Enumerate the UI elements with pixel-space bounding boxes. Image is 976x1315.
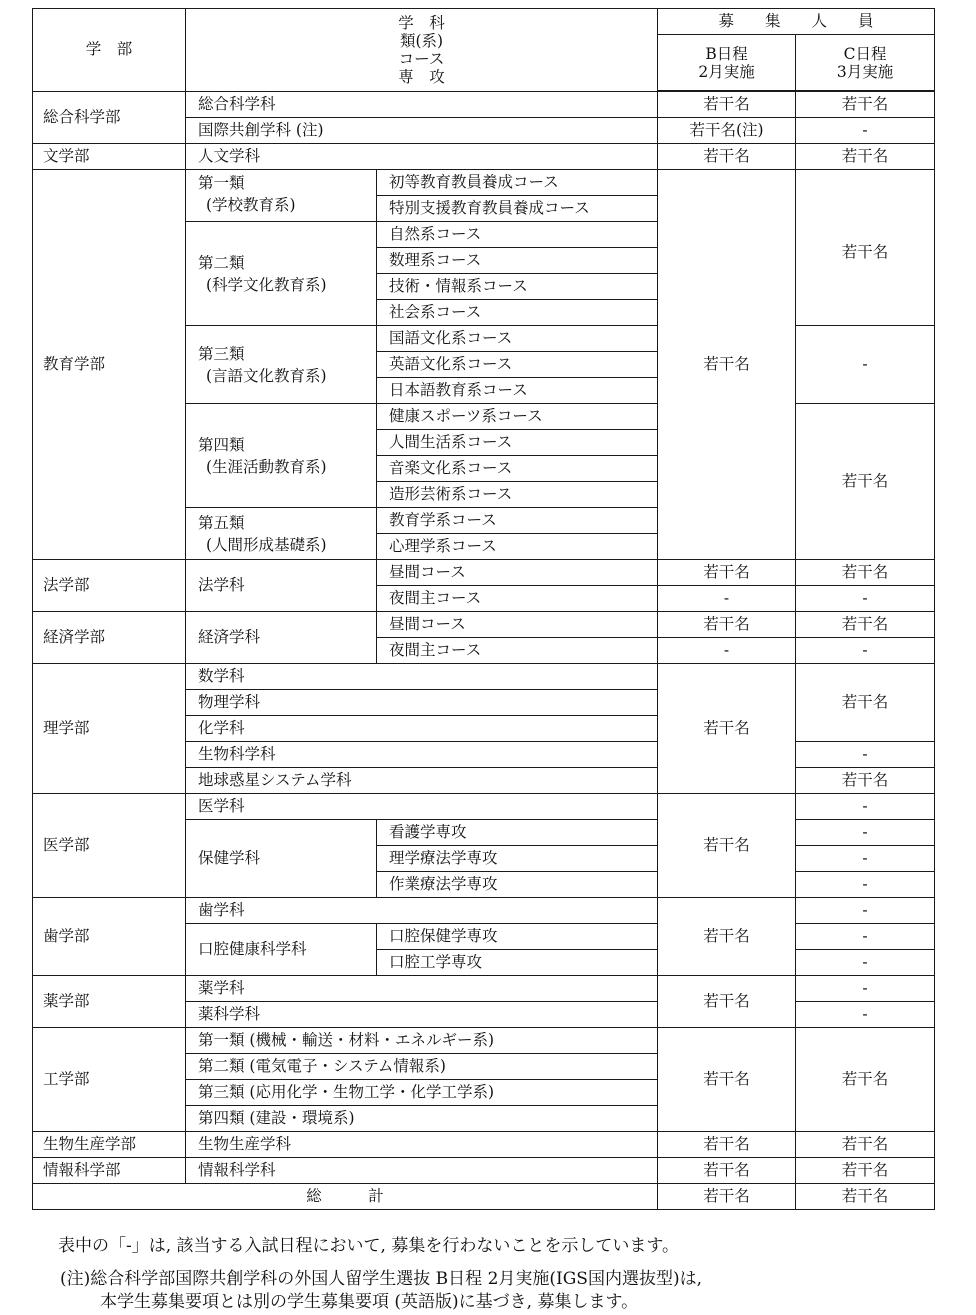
faculty-cell: 経済学部 — [33, 612, 186, 664]
total-label: 総 計 — [33, 1184, 658, 1210]
b-value: 若干名 — [658, 1028, 796, 1132]
major-cell: 口腔工学専攻 — [377, 950, 658, 976]
b-value: 若干名 — [658, 144, 796, 170]
course-cell: 音楽文化系コース — [377, 456, 658, 482]
header-department: 学 科 類(系) コース 専 攻 — [186, 9, 658, 92]
department-cell: 情報科学科 — [186, 1158, 658, 1184]
group-cell: 第三類 (言語文化教育系) — [186, 326, 377, 404]
department-cell: 薬学科 — [186, 976, 658, 1002]
c-value: 若干名 — [796, 768, 935, 794]
department-cell: 生物科学科 — [186, 742, 658, 768]
table-row — [33, 91, 935, 118]
faculty-cell: 工学部 — [33, 1028, 186, 1132]
major-cell: 口腔保健学専攻 — [377, 924, 658, 950]
header-b-schedule: B日程 2月実施 — [658, 35, 796, 92]
department-cell: 国際共創学科 (注) — [186, 118, 658, 144]
b-value: 若干名 — [658, 560, 796, 586]
c-value: 若干名 — [796, 1028, 935, 1132]
c-value: 若干名 — [796, 91, 935, 118]
c-value: - — [796, 846, 935, 872]
header-faculty: 学 部 — [33, 9, 186, 92]
table-row — [33, 794, 935, 820]
group-cell: 第四類 (生涯活動教育系) — [186, 404, 377, 508]
b-value: 若干名(注) — [658, 118, 796, 144]
table-row — [33, 976, 935, 1002]
department-cell: 保健学科 — [186, 820, 377, 898]
table-row — [33, 664, 935, 690]
c-value: - — [796, 898, 935, 924]
group-cell: 第二類 (科学文化教育系) — [186, 222, 377, 326]
table-row — [33, 560, 935, 586]
course-cell: 自然系コース — [377, 222, 658, 248]
b-value: 若干名 — [658, 91, 796, 118]
table-row — [33, 1132, 935, 1158]
department-cell: 歯学科 — [186, 898, 658, 924]
department-cell: 口腔健康科学科 — [186, 924, 377, 976]
c-value: - — [796, 118, 935, 144]
note-footnote-1: (注)総合科学部国際共創学科の外国人留学生選抜 B日程 2月実施(IGS国内選抜型)は, — [60, 1269, 702, 1289]
department-cell: 数学科 — [186, 664, 658, 690]
course-cell: 昼間コース — [377, 612, 658, 638]
table-row — [33, 170, 935, 196]
c-value: - — [796, 586, 935, 612]
faculty-cell: 法学部 — [33, 560, 186, 612]
c-value: - — [796, 976, 935, 1002]
faculty-cell: 理学部 — [33, 664, 186, 794]
department-cell: 法学科 — [186, 560, 377, 612]
b-value: 若干名 — [658, 1132, 796, 1158]
course-cell: 英語文化系コース — [377, 352, 658, 378]
c-value: 若干名 — [796, 664, 935, 742]
department-cell: 化学科 — [186, 716, 658, 742]
department-cell: 物理学科 — [186, 690, 658, 716]
department-cell: 第一類 (機械・輸送・材料・エネルギー系) — [186, 1028, 658, 1054]
course-cell: 教育学系コース — [377, 508, 658, 534]
recruitment-document — [32, 8, 934, 1210]
b-value: 若干名 — [658, 170, 796, 560]
header-row — [33, 9, 935, 35]
course-cell: 技術・情報系コース — [377, 274, 658, 300]
c-value: - — [796, 326, 935, 404]
note-dash: 表中の「-」は, 該当する入試日程において, 募集を行わないことを示しています。 — [58, 1236, 679, 1256]
c-value: - — [796, 638, 935, 664]
b-value: 若干名 — [658, 794, 796, 898]
c-value: - — [796, 742, 935, 768]
c-value: 若干名 — [796, 560, 935, 586]
c-value: 若干名 — [796, 404, 935, 560]
course-cell: 夜間主コース — [377, 586, 658, 612]
department-cell: 地球惑星システム学科 — [186, 768, 658, 794]
department-cell: 生物生産学科 — [186, 1132, 658, 1158]
c-value: - — [796, 820, 935, 846]
department-cell: 薬科学科 — [186, 1002, 658, 1028]
b-value: 若干名 — [658, 1184, 796, 1210]
note-footnote-2: 本学生募集要項とは別の学生募集要項 (英語版)に基づき, 募集します。 — [100, 1292, 639, 1312]
major-cell: 看護学専攻 — [377, 820, 658, 846]
b-value: - — [658, 638, 796, 664]
faculty-cell: 生物生産学部 — [33, 1132, 186, 1158]
major-cell: 理学療法学専攻 — [377, 846, 658, 872]
c-value: 若干名 — [796, 1132, 935, 1158]
b-value: 若干名 — [658, 1158, 796, 1184]
department-cell: 総合科学科 — [186, 91, 658, 118]
b-value: 若干名 — [658, 612, 796, 638]
course-cell: 国語文化系コース — [377, 326, 658, 352]
course-cell: 数理系コース — [377, 248, 658, 274]
group-cell: 第一類 (学校教育系) — [186, 170, 377, 222]
c-value: 若干名 — [796, 612, 935, 638]
course-cell: 健康スポーツ系コース — [377, 404, 658, 430]
total-row — [33, 1184, 935, 1210]
course-cell: 人間生活系コース — [377, 430, 658, 456]
b-value: 若干名 — [658, 976, 796, 1028]
course-cell: 造形芸術系コース — [377, 482, 658, 508]
department-cell: 経済学科 — [186, 612, 377, 664]
c-value: - — [796, 950, 935, 976]
course-cell: 社会系コース — [377, 300, 658, 326]
table-row — [33, 898, 935, 924]
c-value: - — [796, 1002, 935, 1028]
faculty-cell: 薬学部 — [33, 976, 186, 1028]
recruitment-table — [32, 8, 935, 1210]
c-value: 若干名 — [796, 144, 935, 170]
course-cell: 日本語教育系コース — [377, 378, 658, 404]
faculty-cell: 情報科学部 — [33, 1158, 186, 1184]
department-cell: 人文学科 — [186, 144, 658, 170]
department-cell: 第二類 (電気電子・システム情報系) — [186, 1054, 658, 1080]
c-value: 若干名 — [796, 1184, 935, 1210]
c-value: 若干名 — [796, 1158, 935, 1184]
department-cell: 第四類 (建設・環境系) — [186, 1106, 658, 1132]
c-value: - — [796, 794, 935, 820]
header-c-schedule: C日程 3月実施 — [796, 35, 935, 92]
department-cell: 第三類 (応用化学・生物工学・化学工学系) — [186, 1080, 658, 1106]
b-value: 若干名 — [658, 898, 796, 976]
faculty-cell: 文学部 — [33, 144, 186, 170]
faculty-cell: 教育学部 — [33, 170, 186, 560]
course-cell: 夜間主コース — [377, 638, 658, 664]
b-value: 若干名 — [658, 664, 796, 794]
faculty-cell: 歯学部 — [33, 898, 186, 976]
table-row — [33, 1028, 935, 1054]
major-cell: 作業療法学専攻 — [377, 872, 658, 898]
department-cell: 医学科 — [186, 794, 658, 820]
table-row — [33, 612, 935, 638]
c-value: - — [796, 872, 935, 898]
c-value: - — [796, 924, 935, 950]
b-value: - — [658, 586, 796, 612]
faculty-cell: 医学部 — [33, 794, 186, 898]
faculty-cell: 総合科学部 — [33, 91, 186, 144]
table-row — [33, 1158, 935, 1184]
course-cell: 昼間コース — [377, 560, 658, 586]
group-cell: 第五類 (人間形成基礎系) — [186, 508, 377, 560]
course-cell: 初等教育教員養成コース — [377, 170, 658, 196]
header-recruitment: 募 集 人 員 — [658, 9, 935, 35]
course-cell: 特別支援教育教員養成コース — [377, 196, 658, 222]
table-row — [33, 144, 935, 170]
c-value: 若干名 — [796, 170, 935, 326]
course-cell: 心理学系コース — [377, 534, 658, 560]
